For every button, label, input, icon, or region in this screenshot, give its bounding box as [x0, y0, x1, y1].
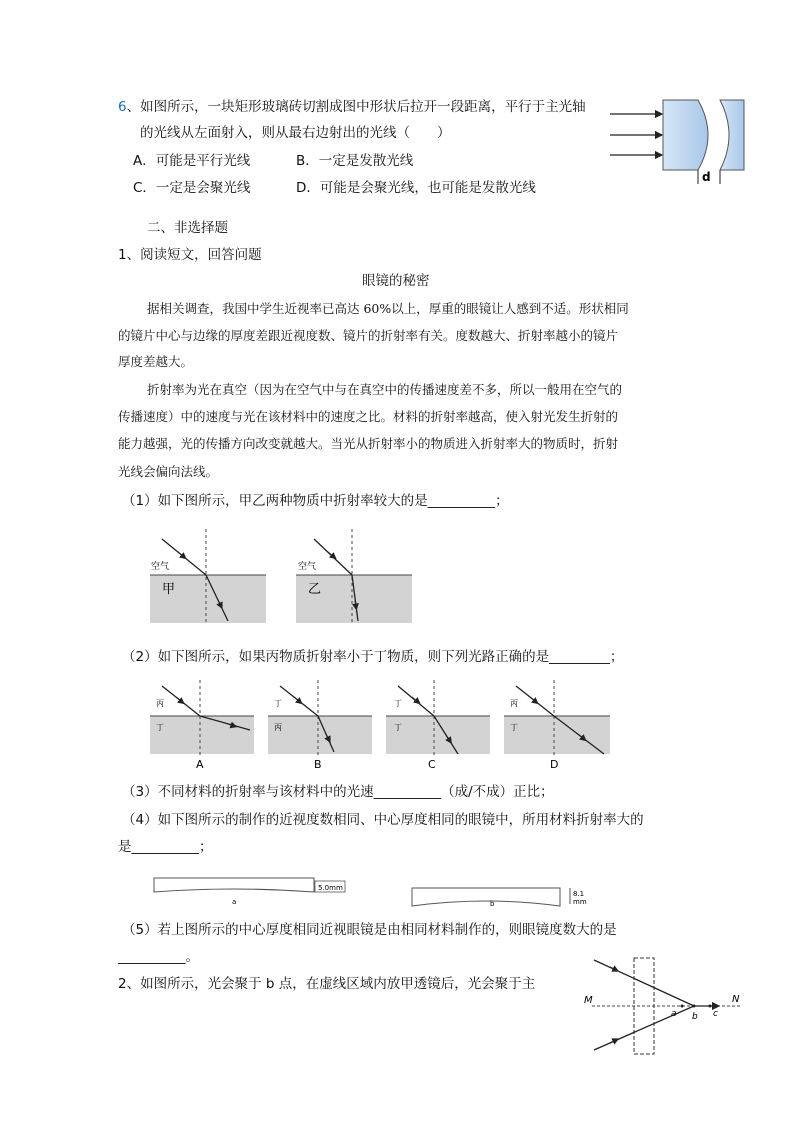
option-b-panel: [268, 680, 372, 771]
air-label: 空气: [151, 562, 170, 572]
lens-b-thickness: 8.1: [573, 890, 585, 898]
bing-label: 丙: [274, 723, 282, 732]
sub4-lens-figure: [150, 872, 590, 912]
medium-yi-label: 乙: [308, 582, 322, 597]
option-d-label: D: [550, 758, 559, 771]
sub-question-4-line2: 是__________；: [118, 839, 213, 855]
ding-label: 丁: [510, 723, 518, 732]
q6-figure-label-d: d: [702, 170, 711, 184]
point-m-label: M: [584, 995, 593, 1006]
q6-line1-text: 、如图所示，一块矩形玻璃砖切割成图中形状后拉开一段距离，平行于主光轴: [126, 99, 586, 115]
q6-line1: [118, 98, 586, 116]
lens-b: [412, 888, 587, 908]
concave-glass-piece: [720, 100, 744, 170]
sub-question-3: （3）不同材料的折射率与该材料中的光速__________（成/不成）正比；: [122, 784, 554, 800]
option-b-label: B: [314, 758, 322, 771]
option-c-panel: [386, 680, 490, 771]
paragraph2-line1: 折射率为光在真空（因为在空气中与在真空中的传播速度差不多，所以一般用在空气的: [147, 382, 623, 397]
ding-label: 丁: [274, 699, 282, 708]
paragraph1-line1: 据相关调查，我国中学生近视率已高达 60%以上，厚重的眼镜让人感到不适。形状相同: [147, 301, 629, 316]
sub-question-5-line1: （5）若上图所示的中心厚度相同近视眼镜是由相同材料制作的，则眼镜度数大的是: [122, 922, 617, 938]
q6-option-d: D．可能是会聚光线，也可能是发散光线: [296, 180, 536, 196]
q2-text: 2、如图所示，光会聚于 b 点，在虚线区域内放甲透镜后，光会聚于主: [118, 976, 536, 992]
lens-a-label: a: [232, 898, 237, 906]
paragraph1-line2: 的镜片中心与边缘的厚度差跟近视度数、镜片的折射率有关。度数越大、折射率越小的镜片: [118, 328, 619, 343]
q6-option-a: A．可能是平行光线: [133, 153, 251, 169]
lens-a: [154, 878, 345, 906]
air-label: 空气: [298, 562, 317, 572]
paragraph2-line4: 光线会偏向法线。: [118, 464, 219, 479]
paragraph2-line2: 传播速度）中的速度与光在该材料中的速度之比。材料的折射率越高，使入射光发生折射的: [118, 409, 619, 424]
q6-option-c: C．一定是会聚光线: [133, 180, 251, 196]
bing-label: 丙: [156, 699, 164, 708]
paragraph1-line3: 厚度差越大。: [118, 354, 194, 369]
sub-question-4-line1: （4）如下图所示的制作的近视度数相同、中心厚度相同的眼镜中，所用材料折射率大的: [122, 812, 644, 828]
option-d-panel: [504, 680, 610, 771]
sub1-figure: [148, 527, 418, 625]
option-a-panel: [150, 680, 254, 771]
lens-b-thickness-unit: mm: [573, 898, 587, 906]
medium-yi-panel: [296, 529, 412, 623]
bing-label: 丙: [510, 699, 518, 708]
sub-question-2: （2）如下图所示，如果丙物质折射率小于丁物质，则下列光路正确的是_________；: [122, 649, 624, 665]
section-heading: 二、非选择题: [147, 220, 228, 236]
lens-b-label: b: [490, 900, 495, 908]
option-a-label: A: [196, 758, 204, 771]
q6-glass-block-figure: [600, 92, 750, 188]
medium-jia-panel: [150, 529, 266, 623]
ding-label: 丁: [156, 723, 164, 732]
lens-a-thickness: 5.0mm: [318, 884, 343, 892]
convex-glass-piece: [663, 100, 708, 170]
point-n-label: N: [732, 994, 740, 1005]
point-a-label: a: [671, 1009, 677, 1019]
q2-lens-figure: [582, 952, 750, 1058]
q6-number: 6: [118, 99, 127, 115]
point-b-label: b: [692, 1012, 698, 1022]
article-title: 眼镜的秘密: [362, 273, 430, 289]
q6-option-b: B．一定是发散光线: [296, 153, 414, 169]
medium-jia-label: 甲: [162, 582, 176, 597]
sub2-figure: [148, 678, 618, 772]
ding-label: 丁: [394, 723, 402, 732]
sub-question-5-line2: __________。: [118, 949, 199, 965]
paragraph2-line3: 能力越强，光的传播方向改变就越大。当光从折射率小的物质进入折射率大的物质时，折射: [118, 436, 619, 451]
option-c-label: C: [428, 758, 436, 771]
q1-title: 1、阅读短文，回答问题: [118, 247, 262, 263]
ding-label: 丁: [394, 699, 402, 708]
point-c-label: c: [713, 1009, 718, 1019]
q6-line2: 的光线从左面射入，则从最右边射出的光线（ ）: [140, 125, 451, 141]
sub-question-1: （1）如下图所示，甲乙两种物质中折射率较大的是__________；: [122, 493, 509, 509]
